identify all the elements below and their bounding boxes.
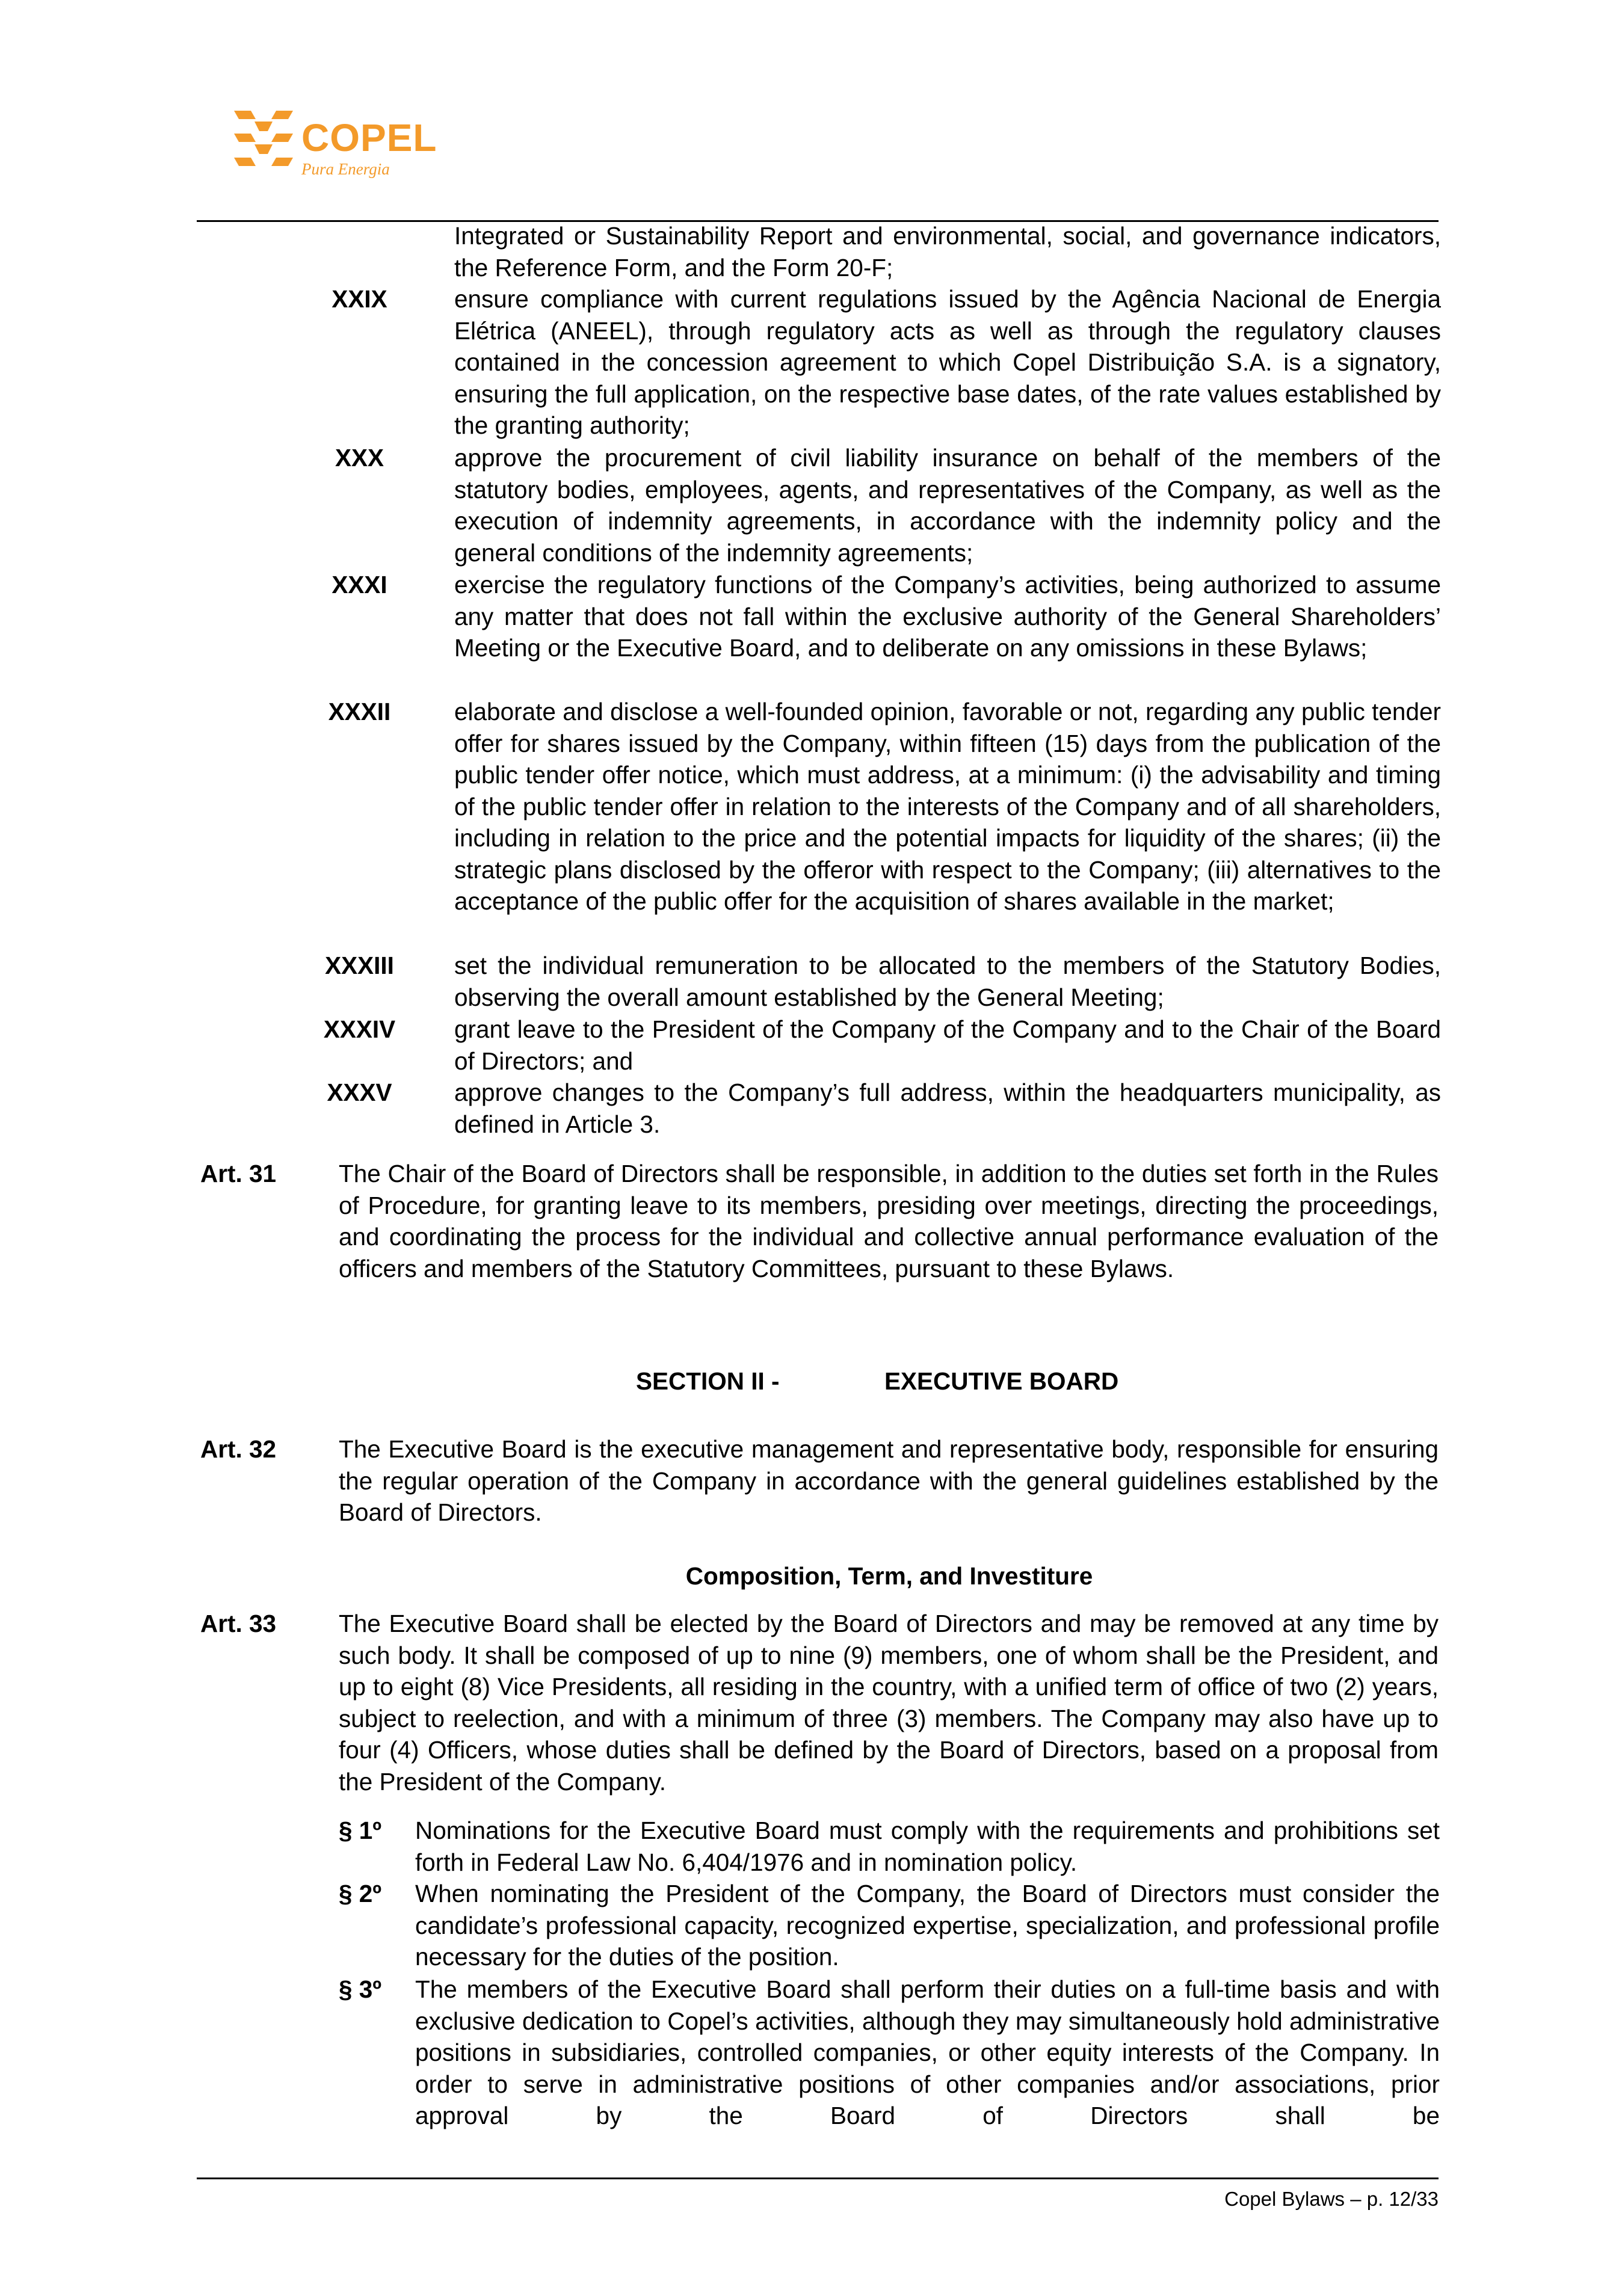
item-number: XXXV bbox=[327, 1079, 392, 1106]
item-text: ensure compliance with current regulations issued by the Agência Nacional de Energia Elétrica (ANEEL), through regulatory acts as well as through the regulatory clauses contained in the concession agreement to which Copel Distribuição S.A. is a signatory, ensuring the full application, on the respective base dates, of the rate values established by the granting authority; bbox=[454, 285, 1441, 439]
item-number: XXXI bbox=[332, 571, 387, 599]
paragraph-label: § 2º bbox=[339, 1880, 382, 1907]
item-number: XXXIV bbox=[323, 1015, 396, 1043]
item-number: XXIX bbox=[332, 285, 387, 313]
paragraph-text: The members of the Executive Board shall perform their duties on a full-time basis and with exclusive dedication to Copel’s activities, although they may simultaneously hold administrative positions in subsidiaries, controlled companies, or other equity interests of the Company. In order to serve in administrative positions of other companies and/or associations, prior approval by the Board of Directors shall be bbox=[415, 1975, 1440, 2129]
article-label: Art. 32 bbox=[200, 1435, 277, 1463]
article-text: The Executive Board shall be elected by the Board of Directors and may be removed at any time by such body. It shall be composed of up to nine (9) members, one of whom shall be the President, and up to eight (8) Vice Presidents, all residing in the country, with a unified term of office of two (2) years, subject to reelection, and with a minimum of three (3) members. The Company may also have up to four (4) Officers, whose duties shall be defined by the Board of Directors, based on a proposal from the President of the Company. bbox=[339, 1610, 1439, 1796]
article-label: Art. 33 bbox=[200, 1610, 277, 1637]
item-text: approve the procurement of civil liability insurance on behalf of the members of the statutory bodies, employees, agents, and representatives of the Company, as well as the execution of indemnity agreements, in accordance with the indemnity policy and the general conditions of the indemnity agreements; bbox=[454, 444, 1441, 567]
subheading: Composition, Term, and Investiture bbox=[685, 1562, 1093, 1590]
footer-divider bbox=[197, 2178, 1439, 2179]
paragraph-text: Nominations for the Executive Board must comply with the requirements and prohibitions set forth in Federal Law No. 6,404/1976 and in nomination policy. bbox=[415, 1817, 1440, 1876]
logo-wordmark: COPEL bbox=[301, 116, 437, 159]
item-text: elaborate and disclose a well-founded opinion, favorable or not, regarding any public tender offer for shares issued by the Company, within fifteen (15) days from the publication of the public tender offer notice, which must address, at a minimum: (i) the advisability and timing of the public tender offer in relation to the interests of the Company and of all shareholders, including in relation to the price and the potential impacts for liquidity of the shares; (ii) the strategic plans disclosed by the offeror with respect to the Company; (iii) alternatives to the acceptance of the public offer for the acquisition of shares available in the market; bbox=[454, 698, 1441, 915]
page-footer: Copel Bylaws – p. 12/33 bbox=[1224, 2188, 1439, 2210]
item-text: grant leave to the President of the Company of the Company and to the Chair of the Board of Directors; and bbox=[454, 1015, 1441, 1075]
item-text: set the individual remuneration to be allocated to the members of the Statutory Bodies, observing the overall amount established by the General Meeting; bbox=[454, 952, 1441, 1011]
article-text: The Chair of the Board of Directors shall be responsible, in addition to the duties set forth in the Rules of Procedure, for granting leave to its members, presiding over meetings, directing the proceedings, and coordinating the process for the individual and collective annual performance evaluation of the officers and members of the Statutory Committees, pursuant to these Bylaws. bbox=[339, 1160, 1439, 1282]
article-text: The Executive Board is the executive management and representative body, responsible for ensuring the regular operation of the Company in accordance with the general guidelines established by the Board of Directors. bbox=[339, 1435, 1439, 1526]
paragraph-text: When nominating the President of the Company, the Board of Directors must consider the candidate’s professional capacity, recognized expertise, specialization, and professional profile necessary for the duties of the position. bbox=[415, 1880, 1440, 1971]
paragraph-label: § 3º bbox=[339, 1975, 382, 2003]
item-text: approve changes to the Company’s full address, within the headquarters municipality, as defined in Article 3. bbox=[454, 1079, 1441, 1138]
logo-tagline: Pura Energia bbox=[301, 160, 390, 178]
item-number: XXXIII bbox=[325, 952, 394, 979]
section-number: SECTION II - bbox=[636, 1367, 780, 1395]
paragraph-label: § 1º bbox=[339, 1817, 382, 1844]
item-number: XXXII bbox=[328, 698, 391, 725]
item-number: XXX bbox=[335, 444, 384, 472]
section-title: EXECUTIVE BOARD bbox=[884, 1367, 1119, 1395]
item-text: Integrated or Sustainability Report and environmental, social, and governance indicators, the Reference Form, and the Form 20-F; bbox=[454, 222, 1441, 282]
article-label: Art. 31 bbox=[200, 1160, 277, 1187]
item-text: exercise the regulatory functions of the Company’s activities, being authorized to assume any matter that does not fall within the exclusive authority of the General Shareholders’ Meeting or the Executive Board, and to deliberate on any omissions in these Bylaws; bbox=[454, 571, 1441, 662]
